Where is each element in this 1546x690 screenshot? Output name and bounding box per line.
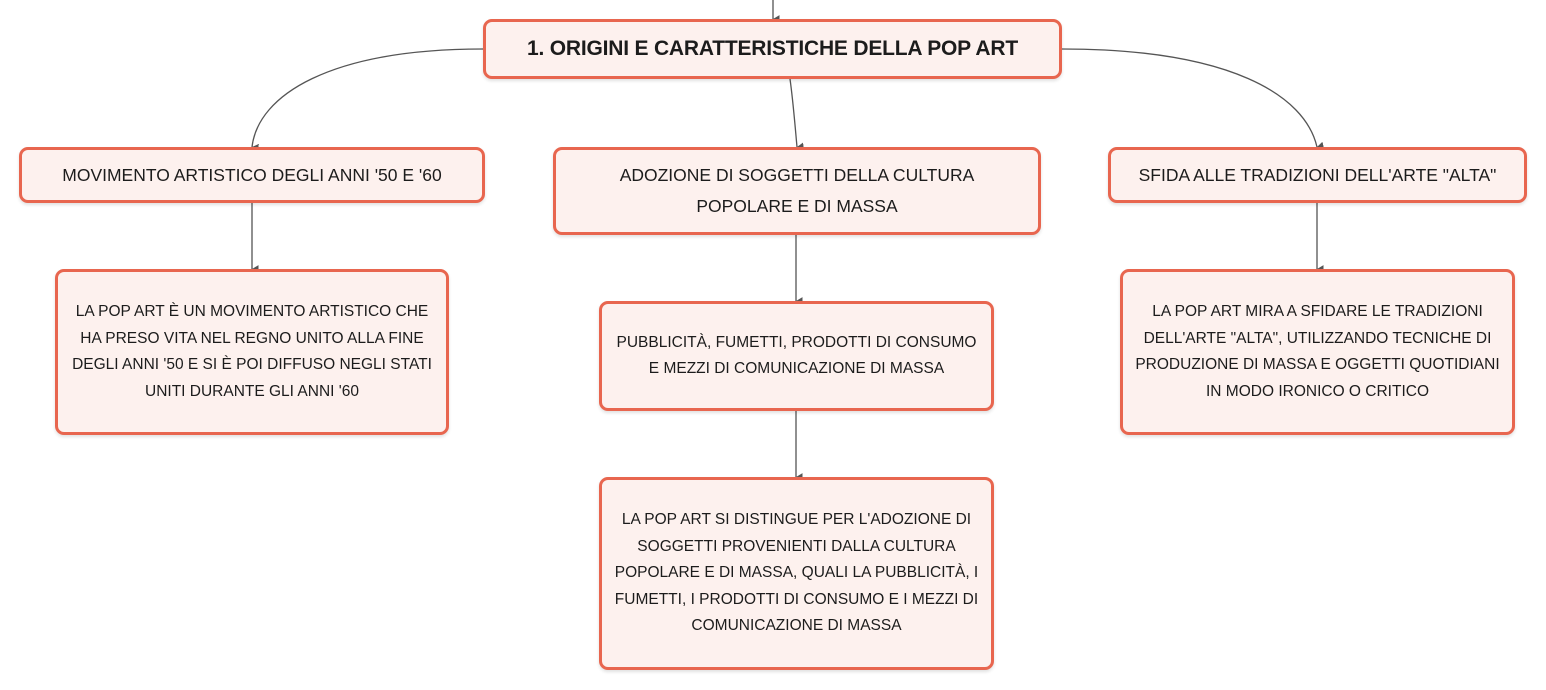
detail-node-adozione-soggetti[interactable]	[599, 477, 994, 670]
detail-label: LA POP ART MIRA A SFIDARE LE TRADIZIONI DELL'ARTE "ALTA", UTILIZZANDO TECNICHE DI PRODUZIONE DI MASSA E OGGETTI QUOTIDIANI IN MODO IRONICO O CRITICO	[1135, 303, 1500, 400]
root-topic-label: 1. ORIGINI E CARATTERISTICHE DELLA POP ART	[527, 37, 1018, 60]
branch-label: MOVIMENTO ARTISTICO DEGLI ANNI '50 E '60	[62, 164, 442, 185]
subtopic-node-pubblicita-fumetti[interactable]	[599, 301, 994, 411]
connector-root-to-branch-2	[790, 79, 797, 147]
connector-root-to-branch-3	[1062, 49, 1317, 147]
branch-node-sfida-tradizioni[interactable]	[1108, 147, 1527, 203]
detail-label: LA POP ART È UN MOVIMENTO ARTISTICO CHE HA PRESO VITA NEL REGNO UNITO ALLA FINE DEGLI ANNI '50 E SI È POI DIFFUSO NEGLI STATI UNITI DURANTE GLI ANNI '60	[72, 303, 432, 400]
branch-node-movimento-artistico[interactable]	[19, 147, 485, 203]
branch-label: SFIDA ALLE TRADIZIONI DELL'ARTE "ALTA"	[1138, 164, 1497, 185]
branch-node-adozione-soggetti[interactable]	[553, 147, 1041, 235]
subtopic-label: PUBBLICITÀ, FUMETTI, PRODOTTI DI CONSUMO E MEZZI DI COMUNICAZIONE DI MASSA	[616, 333, 977, 377]
connector-root-to-branch-1	[252, 49, 483, 147]
detail-node-movimento-artistico[interactable]	[55, 269, 449, 435]
detail-label: LA POP ART SI DISTINGUE PER L'ADOZIONE DI SOGGETTI PROVENIENTI DALLA CULTURA POPOLARE E DI MASSA, QUALI LA PUBBLICITÀ, I FUMETTI, I PRODOTTI DI CONSUMO E I MEZZI DI COMUNICAZIONE DI MASSA	[614, 511, 979, 635]
branch-label: ADOZIONE DI SOGGETTI DELLA CULTURA POPOLARE E DI MASSA	[619, 165, 975, 216]
root-topic-node[interactable]	[483, 19, 1062, 79]
detail-node-sfida-tradizioni[interactable]	[1120, 269, 1515, 435]
